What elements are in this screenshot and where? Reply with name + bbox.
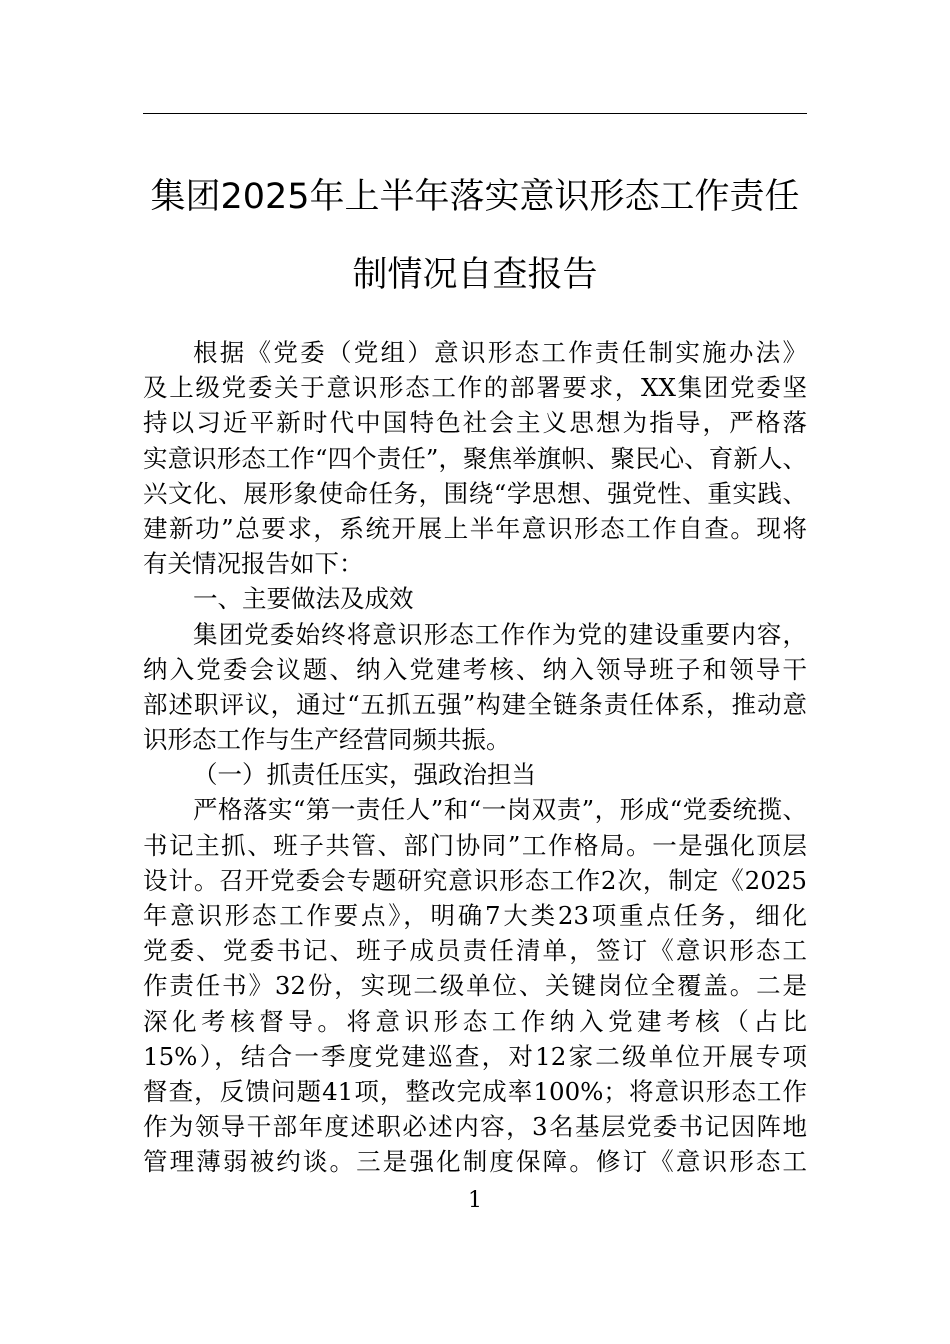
sub1-line: 设计。召开党委会专题研究意识形态工作2次，制定《2025 <box>143 865 807 895</box>
intro-line: 及上级党委关于意识形态工作的部署要求，XX集团党委坚 <box>143 373 807 403</box>
intro-line: 有关情况报告如下： <box>143 549 364 579</box>
intro-line: 建新功”总要求，系统开展上半年意识形态工作自查。现将 <box>143 513 807 543</box>
sub1-line: 党委、党委书记、班子成员责任清单，签订《意识形态工 <box>143 936 807 966</box>
sub1-line: 15%），结合一季度党建巡查，对12家二级单位开展专项 <box>143 1041 807 1071</box>
sub1-line: 管理薄弱被约谈。三是强化制度保障。修订《意识形态工 <box>143 1147 807 1177</box>
document-body <box>143 335 807 1180</box>
section1-line: 集团党委始终将意识形态工作作为党的建设重要内容， <box>193 619 807 649</box>
section1-line: 部述职评议，通过“五抓五强”构建全链条责任体系，推动意 <box>143 689 807 719</box>
section-heading-1: 一、主要做法及成效 <box>193 584 414 614</box>
sub1-line: 督查，反馈问题41项，整改完成率100%；将意识形态工作 <box>143 1076 807 1106</box>
header-rule <box>143 113 807 114</box>
sub1-line: 年意识形态工作要点》，明确7大类23项重点任务，细化 <box>143 901 807 930</box>
sub1-line: 作责任书》32份，实现二级单位、关键岗位全覆盖。二是 <box>143 971 807 1001</box>
sub1-line: 作为领导干部年度述职必述内容，3名基层党委书记因阵地 <box>143 1112 807 1142</box>
intro-line: 兴文化、展形象使命任务，围绕“学思想、强党性、重实践、 <box>143 478 807 508</box>
sub1-line: 书记主抓、班子共管、部门协同”工作格局。一是强化顶层 <box>143 830 807 860</box>
title-line-1: 集团2025年上半年落实意识形态工作责任 <box>150 177 800 217</box>
sub1-line: 严格落实“第一责任人”和“一岗双责”，形成“党委统揽、 <box>193 795 807 825</box>
intro-line: 实意识形态工作“四个责任”，聚焦举旗帜、聚民心、育新人、 <box>143 443 807 473</box>
intro-line: 持以习近平新时代中国特色社会主义思想为指导，严格落 <box>143 408 807 438</box>
subheading-1: （一）抓责任压实，强政治担当 <box>193 760 536 790</box>
intro-line: 根据《党委（党组）意识形态工作责任制实施办法》 <box>193 338 807 367</box>
sub1-line: 深化考核督导。将意识形态工作纳入党建考核（占比 <box>143 1006 807 1036</box>
document-title <box>143 158 807 314</box>
section1-line: 识形态工作与生产经营同频共振。 <box>143 725 511 755</box>
page-number: 1 <box>468 1188 482 1213</box>
title-line-2: 制情况自查报告 <box>352 255 598 295</box>
section1-line: 纳入党委会议题、纳入党建考核、纳入领导班子和领导干 <box>143 654 807 684</box>
